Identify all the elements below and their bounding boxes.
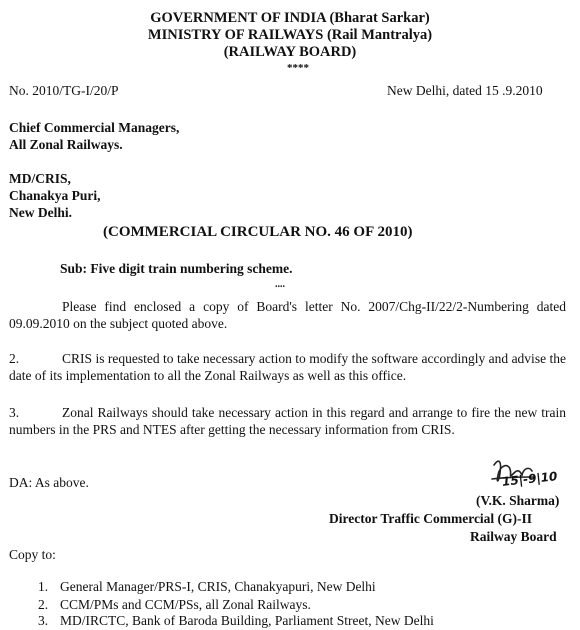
header-railway-board: (RAILWAY BOARD): [223, 44, 357, 60]
signatory-name: (V.K. Sharma): [476, 493, 560, 508]
circular-title: (COMMERCIAL CIRCULAR NO. 46 OF 2010): [103, 224, 413, 240]
place-and-date: New Delhi, dated 15 .9.2010: [387, 83, 543, 98]
addressee-line-1: Chief Commercial Managers,: [9, 120, 180, 135]
list-item: 1. General Manager/PRS-I, CRIS, Chanakyapuri, New Delhi: [38, 579, 376, 594]
cris-address-line-3: New Delhi.: [9, 205, 72, 220]
reference-number: No. 2010/TG-I/20/P: [9, 83, 119, 98]
signature-handwritten-date: 15|-9|10: [501, 469, 559, 489]
copy-to-list: [38, 578, 434, 630]
signatory-office: Railway Board: [470, 529, 557, 544]
paragraph-3-number: 3.: [9, 405, 20, 420]
cris-address-line-2: Chanakya Puri,: [9, 188, 101, 203]
paragraph-2-number: 2.: [9, 351, 20, 366]
paragraph-1: Please find enclosed a copy of Board's letter No. 2007/Chg-II/22/2-Numbering dated 09.09.2010 on the subject quoted above.: [9, 299, 566, 331]
list-item: 2. CCM/PMs and CCM/PSs, all Zonal Railways.: [38, 597, 311, 612]
list-item: 3. MD/IRCTC, Bank of Baroda Building, Parliament Street, New Delhi: [38, 613, 434, 628]
paragraph-3: [9, 404, 566, 438]
header-government: GOVERNMENT OF INDIA (Bharat Sarkar): [150, 10, 430, 26]
paragraph-2-text: CRIS is requested to take necessary action to modify the software accordingly and advise the date of its implementation to all the Zonal Railways as well as this office.: [9, 351, 566, 383]
enclosure-note: DA: As above.: [9, 475, 89, 490]
paragraph-2: [9, 350, 566, 384]
subject-line: Sub: Five digit train numbering scheme.: [60, 261, 293, 276]
signatory-designation: Director Traffic Commercial (G)-II: [329, 511, 533, 526]
subject-separator-dots: ....: [275, 279, 285, 290]
copy-to-label: Copy to:: [9, 547, 56, 562]
cris-address-line-1: MD/CRIS,: [9, 171, 71, 186]
addressee-line-2: All Zonal Railways.: [9, 137, 123, 152]
header-stars: ****: [287, 62, 309, 74]
header-ministry: MINISTRY OF RAILWAYS (Rail Mantralya): [147, 27, 433, 43]
paragraph-3-text: Zonal Railways should take necessary action in this regard and arrange to fire the new train numbers in the PRS and NTES after getting the necessary information from CRIS.: [9, 405, 566, 437]
